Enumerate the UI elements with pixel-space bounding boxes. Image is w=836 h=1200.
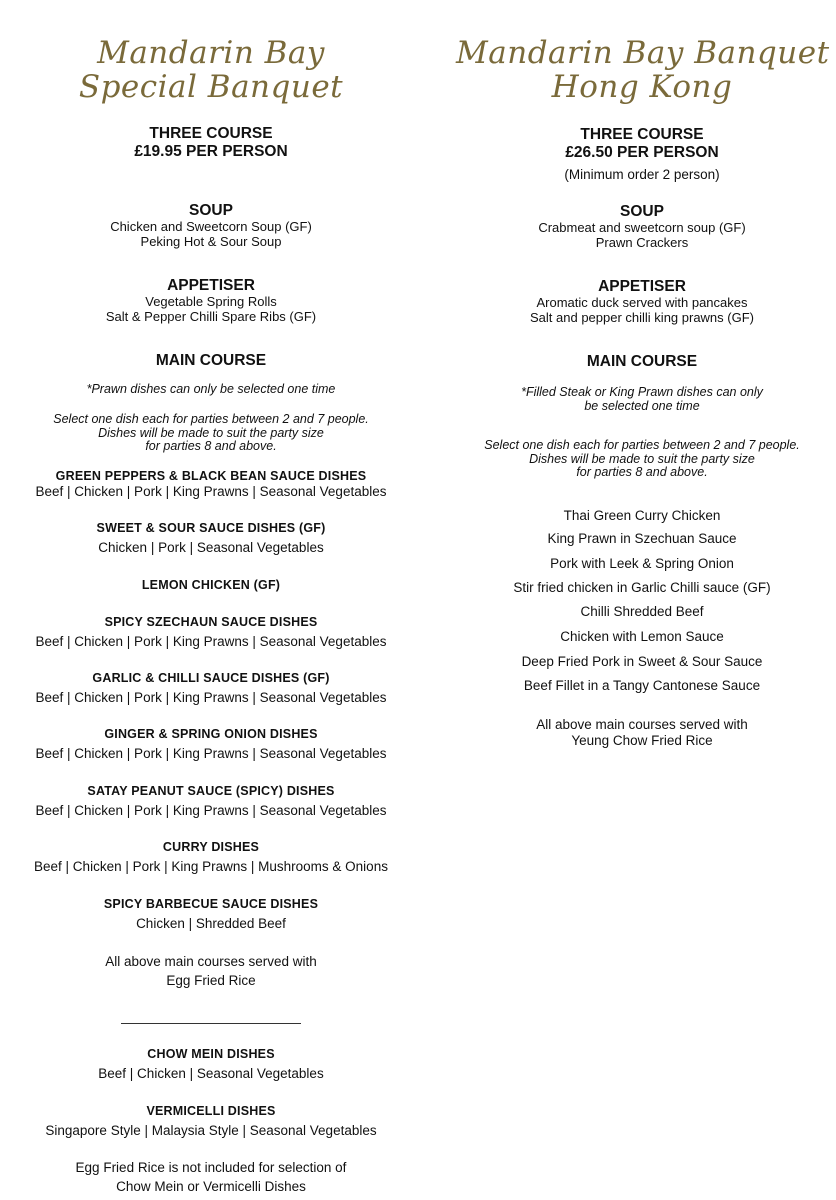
left-soup-heading: SOUP	[189, 202, 233, 219]
left-appetiser-items: Vegetable Spring Rolls Salt & Pepper Chilli Spare Ribs (GF)	[105, 294, 317, 324]
dish-heading: SPICY SZECHAUN SAUCE DISHES	[104, 615, 318, 629]
dish-heading: GINGER & SPRING ONION DISHES	[104, 727, 318, 741]
left-footer-note: Egg Fried Rice is not included for selection of Chow Mein or Vermicelli Dishes	[75, 1160, 347, 1194]
dish-heading: LEMON CHICKEN (GF)	[141, 578, 281, 592]
right-main-note: *Filled Steak or King Prawn dishes can only be selected one time	[521, 385, 763, 413]
dish-options: Beef | Chicken | Pork | King Prawns | Seasonal Vegetables	[35, 803, 387, 818]
dish-heading: CHOW MEIN DISHES	[147, 1047, 275, 1061]
main-course-item: Stir fried chicken in Garlic Chilli sauce (GF)	[513, 580, 771, 595]
left-menu-title: Mandarin Bay Special Banquet	[78, 35, 344, 105]
dish-options: Singapore Style | Malaysia Style | Seasonal Vegetables	[45, 1123, 377, 1138]
main-course-item: Chilli Shredded Beef	[580, 604, 704, 619]
main-course-item: Pork with Leek & Spring Onion	[550, 556, 734, 571]
section-divider	[121, 1023, 301, 1024]
dish-heading: CURRY DISHES	[162, 840, 260, 854]
left-main-note: *Prawn dishes can only be selected one time	[86, 382, 336, 396]
right-soup-heading: SOUP	[620, 203, 664, 220]
dish-options: Chicken | Shredded Beef	[136, 916, 286, 931]
right-price: THREE COURSE £26.50 PER PERSON	[565, 126, 719, 161]
right-served-with: All above main courses served with Yeung Chow Fried Rice	[536, 717, 748, 748]
dish-heading: GARLIC & CHILLI SAUCE DISHES (GF)	[92, 671, 330, 685]
dish-options: Beef | Chicken | Pork | King Prawns | Seasonal Vegetables	[35, 690, 387, 705]
right-appetiser-heading: APPETISER	[598, 278, 686, 295]
minimum-order: (Minimum order 2 person)	[564, 167, 720, 182]
dish-heading: SPICY BARBECUE SAUCE DISHES	[103, 897, 319, 911]
right-main-selection-note: Select one dish each for parties between 2 and 7 people. Dishes will be made to suit the party size for parties 8 and above.	[484, 438, 800, 479]
main-course-item: Deep Fried Pork in Sweet & Sour Sauce	[521, 654, 763, 669]
left-main-heading: MAIN COURSE	[155, 352, 267, 369]
dish-options: Beef | Chicken | Seasonal Vegetables	[98, 1066, 324, 1081]
right-menu-title: Mandarin Bay Banquet Hong Kong	[456, 35, 830, 105]
dish-heading: VERMICELLI DISHES	[146, 1104, 276, 1118]
dish-options: Beef | Chicken | Pork | King Prawns | Seasonal Vegetables	[35, 746, 387, 761]
dish-heading: GREEN PEPPERS & BLACK BEAN SAUCE DISHES	[55, 469, 367, 483]
right-main-heading: MAIN COURSE	[586, 353, 698, 370]
dish-options: Chicken | Pork | Seasonal Vegetables	[98, 540, 324, 555]
right-soup-items: Crabmeat and sweetcorn soup (GF) Prawn Crackers	[538, 220, 746, 250]
dish-heading: SATAY PEANUT SAUCE (SPICY) DISHES	[87, 784, 335, 798]
right-appetiser-items: Aromatic duck served with pancakes Salt and pepper chilli king prawns (GF)	[530, 295, 754, 325]
main-course-item: Chicken with Lemon Sauce	[560, 629, 724, 644]
dish-options: Beef | Chicken | Pork | King Prawns | Seasonal Vegetables	[35, 484, 387, 499]
left-price: THREE COURSE £19.95 PER PERSON	[134, 125, 288, 160]
dish-options: Beef | Chicken | Pork | King Prawns | Seasonal Vegetables	[35, 634, 387, 649]
left-main-selection-note: Select one dish each for parties between 2 and 7 people. Dishes will be made to suit the party size for parties 8 and above.	[53, 412, 369, 453]
left-appetiser-heading: APPETISER	[167, 277, 255, 294]
main-course-item: Thai Green Curry Chicken	[563, 508, 721, 523]
left-soup-items: Chicken and Sweetcorn Soup (GF) Peking Hot & Sour Soup	[110, 219, 312, 249]
left-served-with: All above main courses served with Egg Fried Rice	[105, 954, 317, 988]
main-course-item: Beef Fillet in a Tangy Cantonese Sauce	[523, 678, 761, 693]
dish-options: Beef | Chicken | Pork | King Prawns | Mushrooms & Onions	[34, 859, 388, 874]
main-course-item: King Prawn in Szechuan Sauce	[547, 531, 737, 546]
dish-heading: SWEET & SOUR SAUCE DISHES (GF)	[96, 521, 326, 535]
